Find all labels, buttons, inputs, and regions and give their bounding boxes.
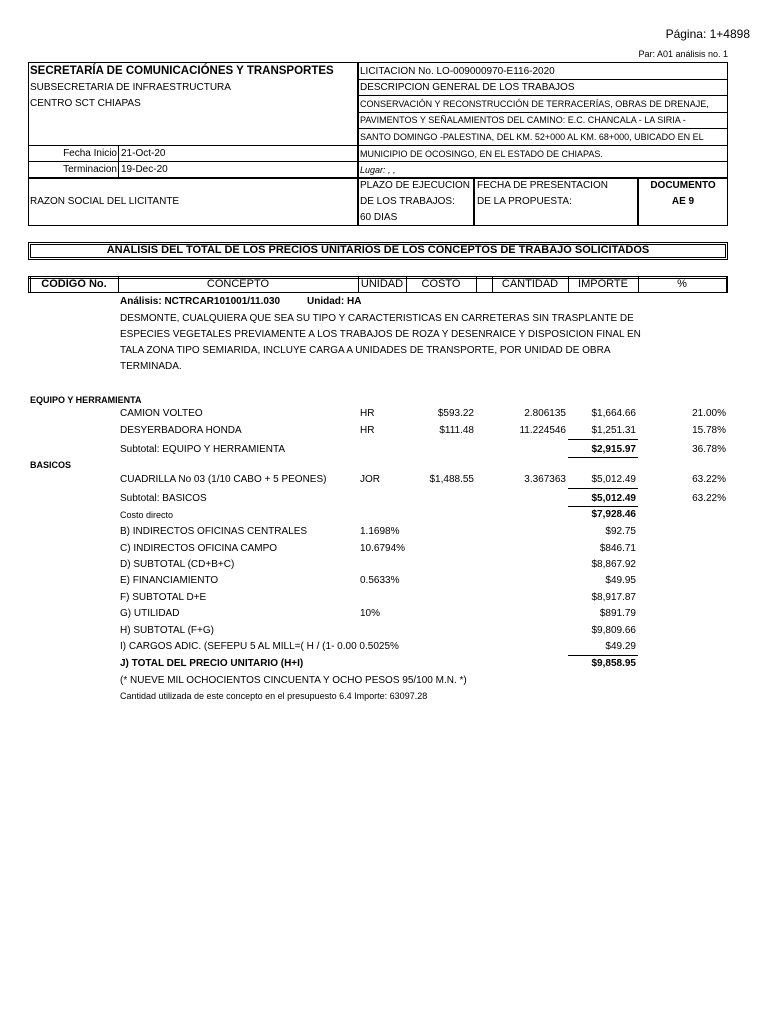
plazo-line-2: DE LOS TRABAJOS: [360,196,455,207]
summary-costo-directo-label: Costo directo [120,510,174,520]
total-label: J) TOTAL DEL PRECIO UNITARIO (H+I) [120,658,304,669]
summary-g-label: G) UTILIDAD [120,608,180,619]
descripcion-line-4: MUNICIPIO DE OCOSINGO, EN EL ESTADO DE CHIAPAS. [360,149,603,159]
col-cantidad: CANTIDAD [501,278,559,290]
equipo-subtotal: $2,915.97 [591,444,636,455]
equipo-row-2-costo: $111.48 [439,425,474,436]
equipo-row-2-concepto: DESYERBADORA HONDA [120,425,242,436]
analysis-desc-1: DESMONTE, CUALQUIERA QUE SEA SU TIPO Y CARACTERISTICAS EN CARRETERAS SIN TRASPLANTE DE [120,313,634,324]
terminacion-label: Terminacion [63,164,117,175]
equipo-subtotal-pct: 36.78% [692,444,726,455]
analysis-ref: Par: A01 análisis no. 1 [638,49,728,59]
analysis-code: Análisis: NCTRCAR101001/11.030 [120,296,281,307]
summary-e-factor: 0.5633% [360,575,400,586]
fecha-inicio-value: 21-Oct-20 [121,148,166,159]
summary-costo-directo-value: $7,928.46 [591,509,636,520]
basicos-row-1-cantidad: 3.367363 [524,474,566,485]
basicos-row-1-pct: 63.22% [692,474,726,485]
summary-b-label: B) INDIRECTOS OFICINAS CENTRALES [120,526,308,537]
descripcion-line-3: SANTO DOMINGO -PALESTINA, DEL KM. 52+000 AL KM. 68+000, UBICADO EN EL [360,132,704,142]
equipo-row-2-unidad: HR [360,425,375,436]
basicos-row-1-costo: $1,488.55 [429,474,474,485]
summary-g-value: $891.79 [599,608,636,619]
summary-i-label: I) CARGOS ADIC. (SEFEPU 5 AL MILL=( H / (1- 0.00 0.5025% [120,641,399,652]
documento-value: AE 9 [671,196,695,207]
plazo-line-1: PLAZO DE EJECUCION [360,180,471,191]
summary-f-value: $8,917.87 [591,592,636,603]
descripcion-line-2: PAVIMENTOS Y SEÑALAMIENTOS DEL CAMINO: E.C. CHANCALA - LA SIRIA - [360,115,686,125]
equipo-row-1-cantidad: 2.806135 [524,408,566,419]
basicos-row-1-concepto: CUADRILLA No 03 (1/10 CABO + 5 PEONES) [120,474,327,485]
summary-h-value: $9,809.66 [591,625,636,636]
summary-e-label: E) FINANCIAMIENTO [120,575,219,586]
summary-h-label: H) SUBTOTAL (F+G) [120,625,214,636]
fecha-presentacion-line-1: FECHA DE PRESENTACION [477,180,608,191]
equipo-subtotal-label: Subtotal: EQUIPO Y HERRAMIENTA [120,444,286,455]
basicos-row-1-importe: $5,012.49 [591,474,636,485]
summary-d-label: D) SUBTOTAL (CD+B+C) [120,559,235,570]
equipo-row-1-pct: 21.00% [692,408,726,419]
plazo-value: 60 DIAS [360,212,398,223]
summary-b-value: $92.75 [605,526,636,537]
documento-label: DOCUMENTO [650,180,716,191]
summary-i-value: $49.29 [605,641,636,652]
col-percent: % [677,278,687,290]
descripcion-label: DESCRIPCION GENERAL DE LOS TRABAJOS [360,82,575,93]
equipo-row-1-unidad: HR [360,408,375,419]
suborg-name: SUBSECRETARIA DE INFRAESTRUCTURA [30,82,231,93]
equipo-row-1-concepto: CAMION VOLTEO [120,408,203,419]
section-title: ANALISIS DEL TOTAL DE LOS PRECIOS UNITARIOS DE LOS CONCEPTOS DE TRABAJO SOLICITADOS [106,244,650,256]
analysis-desc-3: TALA ZONA TIPO SEMIARIDA, INCLUYE CARGA A UNIDADES DE TRANSPORTE, POR UNIDAD DE OBRA [120,345,611,356]
cantidad-note: Cantidad utilizada de este concepto en el presupuesto 6.4 Importe: 63097.28 [120,691,428,701]
center-name: CENTRO SCT CHIAPAS [30,98,141,109]
basicos-subtotal-pct: 63.22% [692,493,726,504]
col-unidad: UNIDAD [360,278,404,290]
fecha-inicio-label: Fecha Inicio [63,148,117,159]
razon-social-label: RAZON SOCIAL DEL LICITANTE [30,196,180,207]
summary-g-factor: 10% [360,608,381,619]
summary-c-label: C) INDIRECTOS OFICINA CAMPO [120,543,278,554]
equipo-row-2-importe: $1,251.31 [591,425,636,436]
col-costo: COSTO [421,278,461,290]
terminacion-value: 19-Dec-20 [121,164,168,175]
licitacion-number: LICITACION No. LO-009000970-E116-2020 [360,66,555,77]
equipo-section-title: EQUIPO Y HERRAMIENTA [30,395,142,405]
summary-b-factor: 1.1698% [360,526,400,537]
analysis-unit: Unidad: HA [307,296,362,307]
basicos-section-title: BASICOS [30,460,72,470]
basicos-subtotal-label: Subtotal: BASICOS [120,493,207,504]
summary-c-value: $846.71 [599,543,636,554]
analysis-desc-2: ESPECIES VEGETALES PREVIAMENTE A LOS TRABAJOS DE ROZA Y DESENRAICE Y DISPOSICION FINAL EN [120,329,641,340]
equipo-row-1-costo: $593.22 [437,408,474,419]
summary-e-value: $49.95 [605,575,636,586]
page-number: Página: 1+4898 [665,27,750,41]
equipo-row-2-cantidad: 11.224546 [519,425,566,436]
col-codigo: CODIGO No. [41,278,107,290]
total-in-words: (* NUEVE MIL OCHOCIENTOS CINCUENTA Y OCHO PESOS 95/100 M.N. *) [120,675,467,686]
basicos-subtotal: $5,012.49 [591,493,636,504]
equipo-row-1-importe: $1,664.66 [591,408,636,419]
equipo-row-2-pct: 15.78% [692,425,726,436]
summary-f-label: F) SUBTOTAL D+E [120,592,207,603]
summary-d-value: $8,867.92 [591,559,636,570]
fecha-presentacion-line-2: DE LA PROPUESTA: [477,196,572,207]
col-importe: IMPORTE [578,278,628,290]
total-value: $9,858.95 [591,658,636,669]
descripcion-line-1: CONSERVACIÓN Y RECONSTRUCCIÓN DE TERRACERÍAS, OBRAS DE DRENAJE, [360,99,709,109]
lugar: Lugar: , , [360,165,396,175]
analysis-desc-4: TERMINADA. [120,361,182,372]
col-concepto: CONCEPTO [206,278,270,290]
summary-c-factor: 10.6794% [360,543,406,554]
basicos-row-1-unidad: JOR [360,474,380,485]
org-name: SECRETARÍA DE COMUNICACIÓNES Y TRANSPORTES [30,65,334,77]
